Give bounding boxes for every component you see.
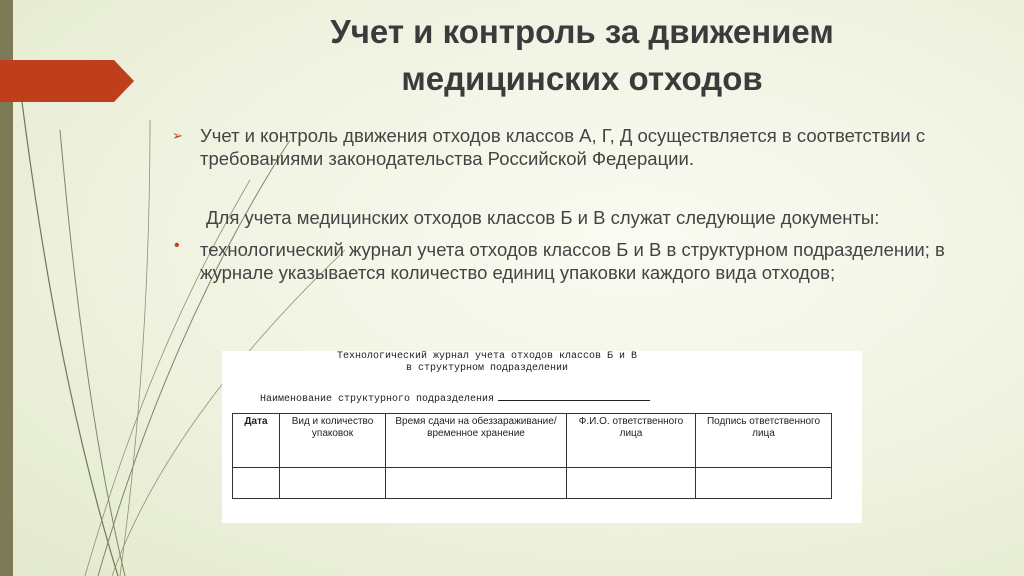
column-header-signature: Подпись ответственного лица <box>696 414 832 468</box>
journal-form-image <box>222 351 862 523</box>
journal-table-row <box>233 468 832 499</box>
title-line-2: медицинских отходов <box>401 60 763 97</box>
accent-arrow-shape <box>0 60 134 102</box>
journal-heading-line-2: в структурном подразделении <box>405 363 569 374</box>
table-cell <box>386 468 567 499</box>
table-cell <box>696 468 832 499</box>
column-header-date: Дата <box>233 414 280 468</box>
department-field <box>260 391 650 405</box>
table-cell <box>567 468 696 499</box>
column-header-packages: Вид и количество упаковок <box>280 414 386 468</box>
table-cell <box>280 468 386 499</box>
dot-bullet-icon: • <box>174 237 180 254</box>
slide-title <box>232 8 932 102</box>
journal-heading-line-1: Технологический журнал учета отходов классов Б и В <box>336 351 638 362</box>
department-field-line <box>498 391 650 401</box>
department-field-label: Наименование структурного подразделения <box>260 394 495 405</box>
journal-table <box>232 413 832 499</box>
bullet-journal: технологический журнал учета отходов классов Б и В в структурном подразделении; в журнале указывается количество единиц упаковки каждого вида отходов; <box>200 239 945 283</box>
table-cell <box>233 468 280 499</box>
paragraph-documents-intro: Для учета медицинских отходов классов Б и В служат следующие документы: <box>206 207 880 228</box>
journal-table-header-row <box>233 414 832 468</box>
column-header-responsible-name: Ф.И.О. ответственного лица <box>567 414 696 468</box>
column-header-handover-time: Время сдачи на обеззараживание/ временное хранение <box>386 414 567 468</box>
title-line-1: Учет и контроль за движением <box>330 13 834 50</box>
paragraph-classes-agd: Учет и контроль движения отходов классов А, Г, Д осуществляется в соответствии с требованиями законодательства Российской Федерации. <box>200 125 926 169</box>
arrow-bullet-icon: ➢ <box>172 128 183 143</box>
journal-form-heading <box>222 351 752 375</box>
